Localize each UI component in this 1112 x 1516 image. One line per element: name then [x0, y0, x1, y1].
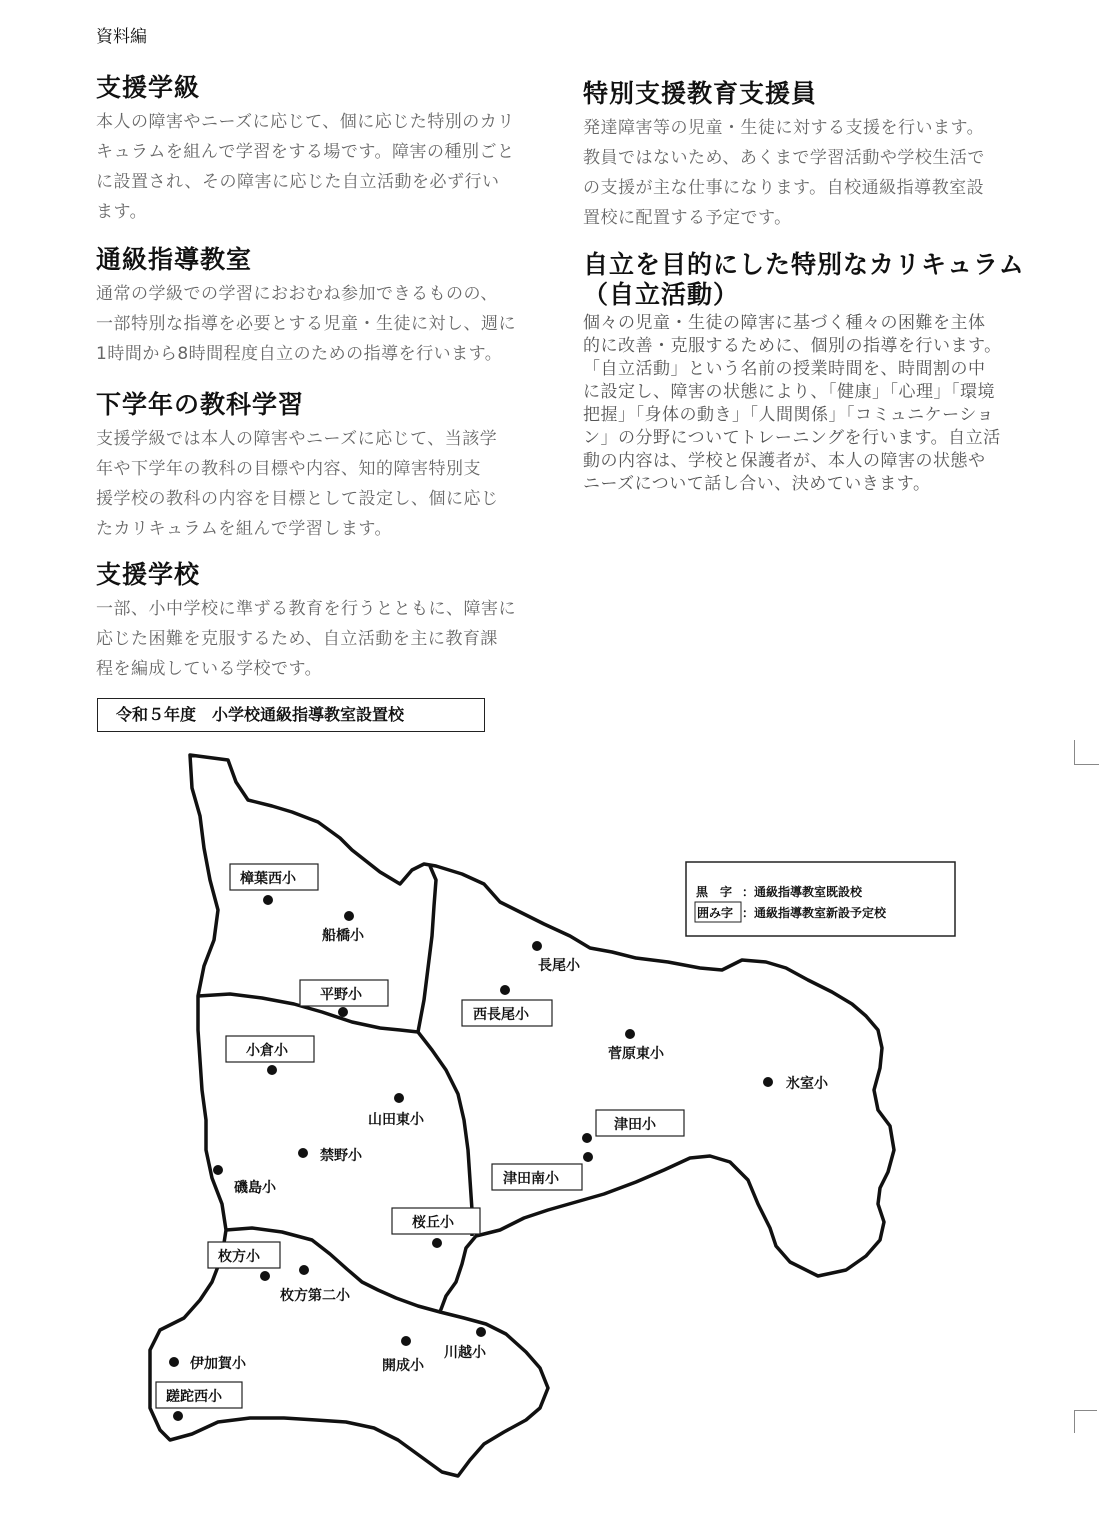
section-title: 通級指導教室 [96, 245, 253, 274]
school-label-hirakata: 枚方小 [218, 1249, 260, 1265]
body-line: 把握」「身体の動き」「人間関係」「コミュニケーショ [583, 405, 994, 425]
body-line: 発達障害等の児童・生徒に対する支援を行います。 [583, 118, 985, 138]
body-line: に設定し、障害の状態により、「健康」「心理」「環境 [583, 382, 995, 402]
section-body [583, 312, 1033, 496]
body-line: ニーズについて話し合い、決めていきます。 [583, 474, 931, 494]
school-district-map [0, 740, 1112, 1516]
school-label-isojima: 磯島小 [234, 1180, 276, 1196]
legend-desc-new: ：通級指導教室新設予定校 [742, 906, 887, 920]
section-shien-gakko [96, 559, 536, 684]
section-tsukyu [96, 244, 536, 369]
school-markers [169, 895, 773, 1421]
section-title: 自立を目的にした特別なカリキュラム [583, 250, 1025, 279]
body-line: 程を編成している学校です。 [96, 659, 323, 679]
body-line: 動の内容は、学校と保護者が、本人の障害の状態や [583, 451, 986, 471]
school-label-kaisei: 開成小 [382, 1358, 424, 1374]
section-title: 支援学級 [96, 73, 201, 102]
body-line: キュラムを組んで学習をする場です。障害の種別ごと [96, 142, 515, 162]
school-dot [298, 1148, 308, 1158]
body-line: 応じた困難を克服するため、自立活動を主に教育課 [96, 629, 498, 649]
school-dot [338, 1007, 348, 1017]
section-body [96, 594, 536, 684]
body-line: 本人の障害やニーズに応じて、個に応じた特別のカリ [96, 112, 515, 132]
body-line: たカリキュラムを組んで学習します。 [96, 519, 392, 539]
body-line: 一部、小中学校に準ずる教育を行うとともに、障害に [96, 599, 516, 619]
section-body [583, 113, 1023, 233]
school-label-kuzuha-nishi: 樟葉西小 [240, 871, 296, 887]
section-shienin [583, 78, 1023, 233]
school-label-kinya: 禁野小 [320, 1148, 362, 1164]
body-line: ます。 [96, 202, 148, 222]
body-line: 年や下学年の教科の目標や内容、知的障害特別支 [96, 459, 481, 479]
section-kagakunen [96, 389, 536, 544]
section-title: 下学年の教科学習 [96, 390, 305, 419]
school-label-hirakata-daini: 枚方第二小 [280, 1288, 350, 1304]
legend-desc-existing: ：通級指導教室既設校 [742, 885, 863, 899]
section-body [96, 279, 536, 369]
school-dot [500, 985, 510, 995]
school-dot [763, 1077, 773, 1087]
school-dot [582, 1133, 592, 1143]
school-dot [625, 1029, 635, 1039]
school-dot [173, 1411, 183, 1421]
school-label-funahashi: 船橋小 [322, 928, 364, 944]
school-dot [299, 1265, 309, 1275]
body-line: ン」の分野についてトレーニングを行います。自立活 [583, 428, 1001, 448]
district-boundary [418, 1032, 472, 1236]
body-line: に設置され、その障害に応じた自立活動を必ず行い [96, 172, 500, 192]
school-dot [583, 1152, 593, 1162]
body-line: 一部特別な指導を必要とする児童・生徒に対し、週に [96, 314, 516, 334]
school-label-ikaga: 伊加賀小 [190, 1356, 246, 1372]
district-boundary [198, 866, 436, 1032]
body-line: 支援学級では本人の障害やニーズに応じて、当該学 [96, 429, 498, 449]
school-label-nagao: 長尾小 [538, 958, 580, 974]
school-dot [476, 1327, 486, 1337]
school-dot [213, 1165, 223, 1175]
body-line: 的に改善・克服するために、個別の指導を行います。 [583, 336, 1002, 356]
school-label-himuro: 氷室小 [786, 1076, 828, 1092]
school-label-tsuda: 津田小 [614, 1117, 656, 1133]
section-jiritsu [583, 250, 1033, 496]
school-label-sakuragaoka: 桜丘小 [412, 1215, 454, 1231]
school-dot [394, 1093, 404, 1103]
section-body [96, 107, 536, 227]
body-line: 1時間から8時間程度自立のための指導を行います。 [96, 344, 503, 364]
map-legend [686, 862, 955, 936]
document-section-label: 資料編 [96, 27, 147, 47]
school-label-nishi-nagao: 西長尾小 [473, 1007, 529, 1023]
school-dot [263, 895, 273, 905]
school-label-yamada-higashi: 山田東小 [368, 1112, 424, 1128]
school-label-ogura: 小倉小 [246, 1043, 288, 1059]
legend-key-new: 囲み字 [697, 906, 734, 920]
school-dot [267, 1065, 277, 1075]
body-line: 個々の児童・生徒の障害に基づく種々の困難を主体 [583, 313, 986, 333]
school-dot [169, 1357, 179, 1367]
body-line: 置校に配置する予定です。 [583, 208, 792, 228]
school-label-sada-nishi: 蹉跎西小 [166, 1389, 222, 1405]
school-dot [432, 1238, 442, 1248]
school-dot [532, 941, 542, 951]
school-label-hirano: 平野小 [320, 987, 362, 1003]
school-label-kawagoe: 川越小 [444, 1345, 486, 1361]
school-dot [344, 911, 354, 921]
body-line: 通常の学級での学習におおむね参加できるものの、 [96, 284, 498, 304]
section-title: 特別支援教育支援員 [583, 79, 818, 108]
school-dot [401, 1336, 411, 1346]
school-label-tsuda-minami: 津田南小 [503, 1171, 559, 1187]
section-title: 支援学校 [96, 560, 201, 589]
legend-key-existing: 黒 字 [696, 885, 733, 899]
body-line: の支援が主な仕事になります。自校通級指導教室設 [583, 178, 985, 198]
section-body [96, 424, 536, 544]
section-title-sub: （自立活動） [583, 280, 740, 309]
section-shien-gakkyu [96, 72, 536, 227]
body-line: 「自立活動」という名前の授業時間を、時間割の中 [583, 359, 986, 379]
school-label-sugahara-higashi: 菅原東小 [608, 1046, 664, 1062]
body-line: 教員ではないため、あくまで学習活動や学校生活で [583, 148, 985, 168]
body-line: 援学校の教科の内容を目標として設定し、個に応じ [96, 489, 499, 509]
map-title: 令和５年度 小学校通級指導教室設置校 [97, 698, 485, 732]
school-dot [260, 1271, 270, 1281]
